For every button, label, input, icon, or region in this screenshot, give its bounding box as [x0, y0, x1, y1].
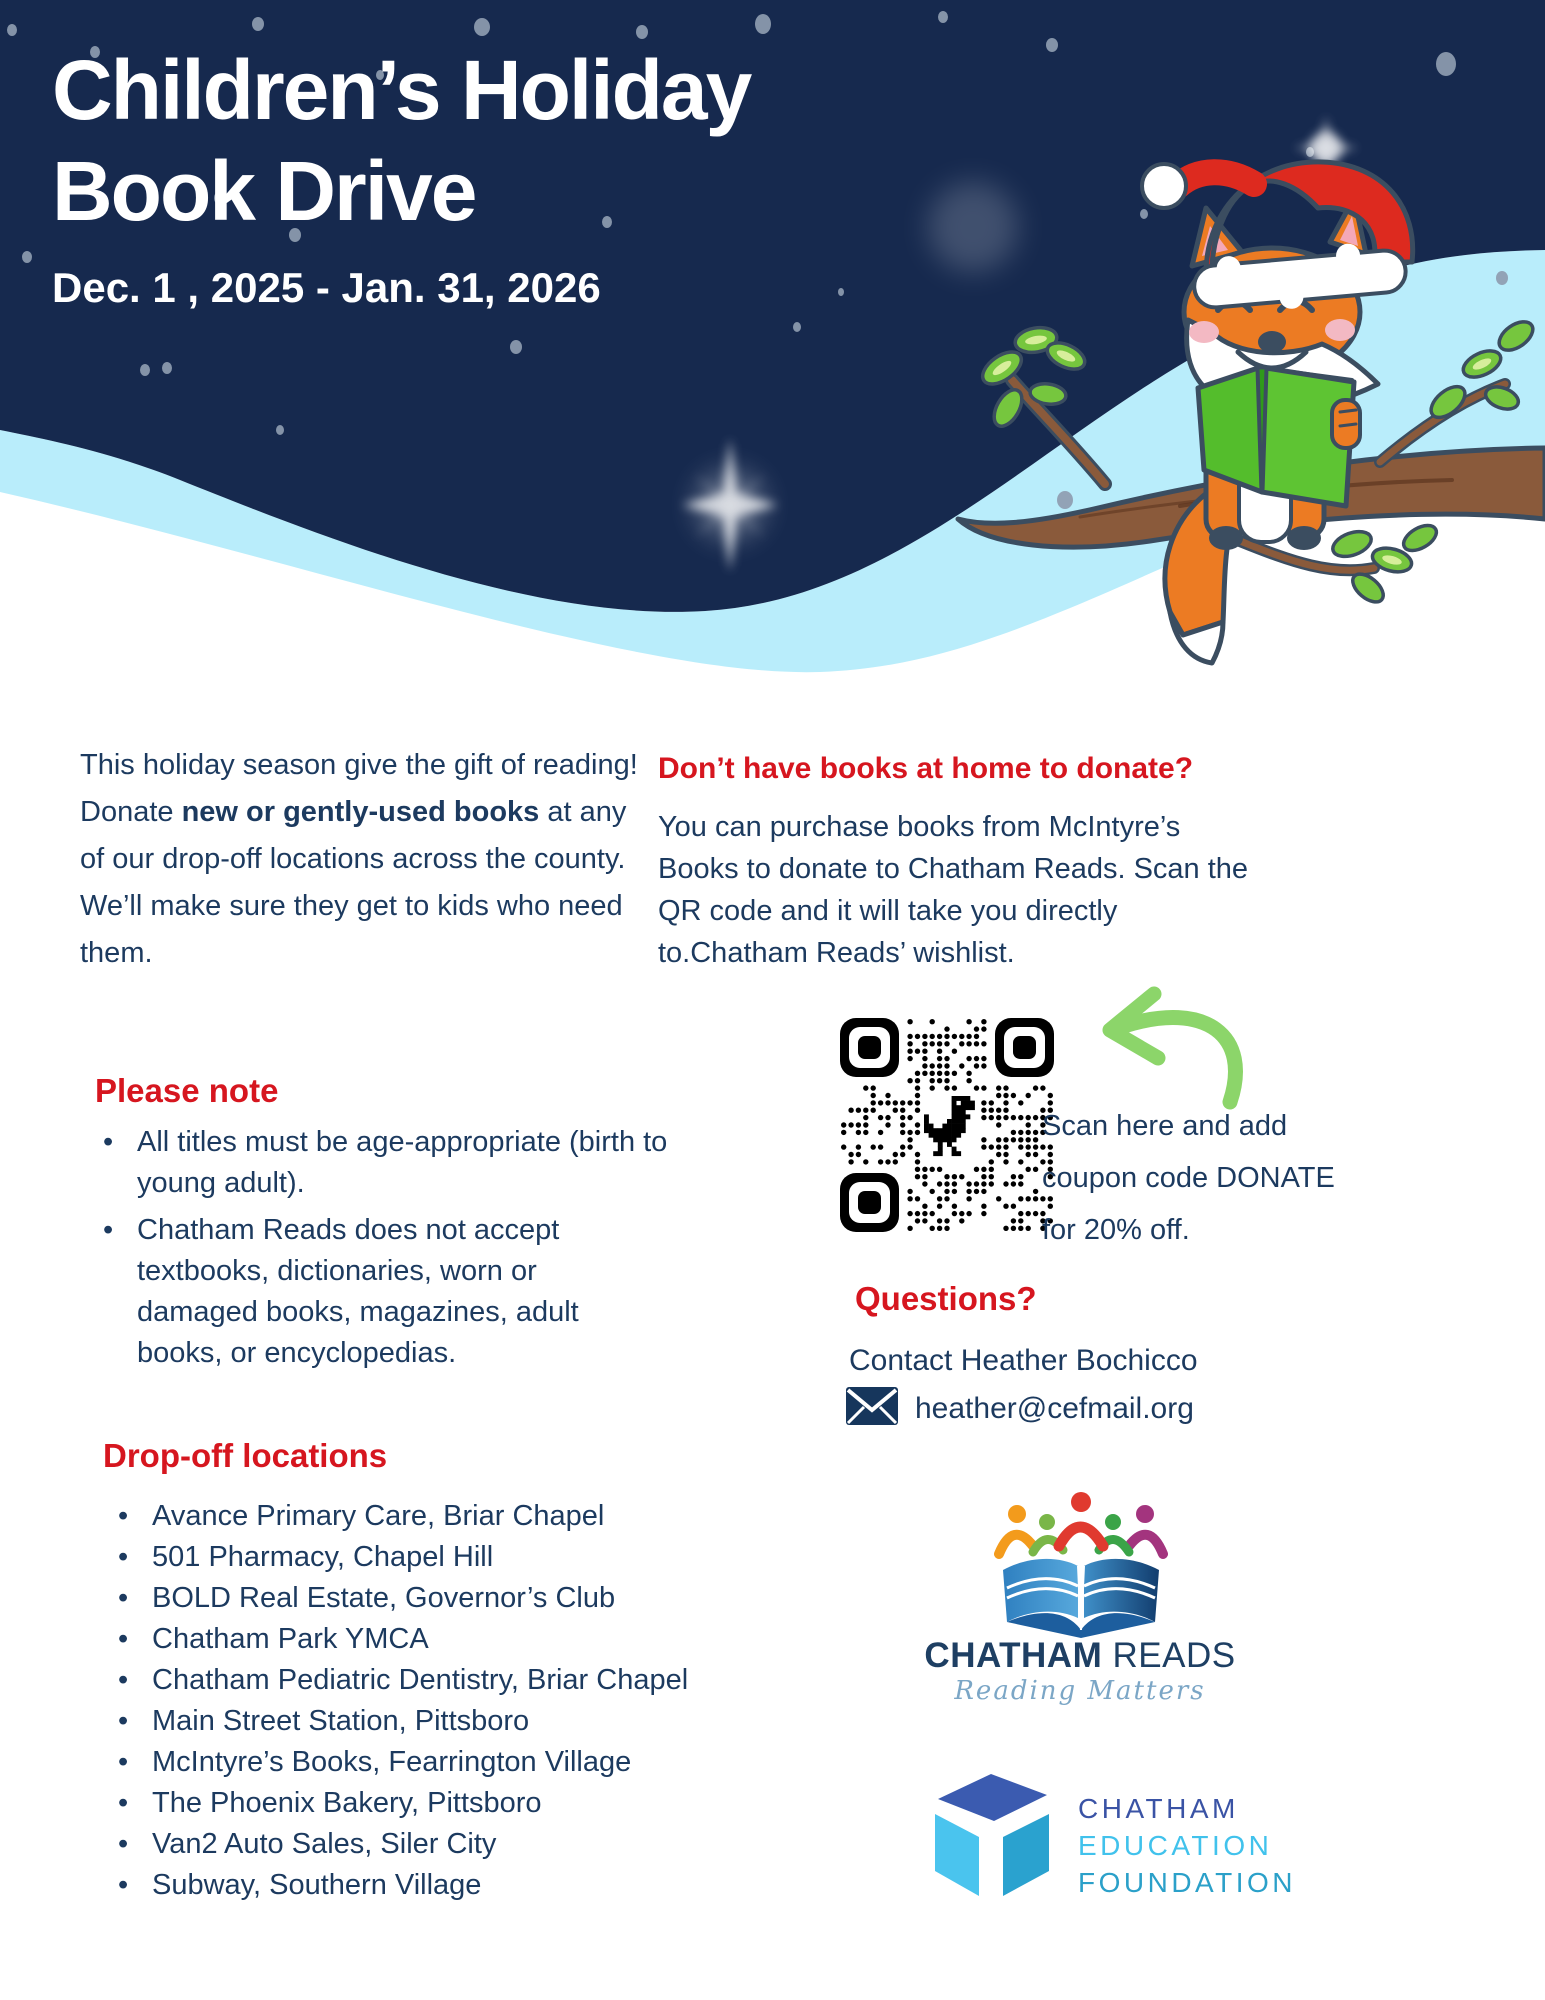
page-title-line2: Book Drive — [52, 143, 476, 238]
date-range: Dec. 1 , 2025 - Jan. 31, 2026 — [52, 263, 601, 311]
list-item: • Chatham Park YMCA — [110, 1619, 750, 1660]
please-note-list — [95, 1122, 743, 1374]
list-item: • Van2 Auto Sales, Siler City — [110, 1824, 750, 1865]
list-item: • The Phoenix Bakery, Pittsboro — [110, 1783, 750, 1824]
cef-logo-icon — [925, 1772, 1057, 1919]
glow — [928, 182, 1018, 272]
intro-pre: This holiday season give the gift of reading! Donate — [80, 749, 638, 828]
list-item: • Avance Primary Care, Briar Chapel — [110, 1496, 750, 1537]
list-item: • Chatham Reads does not accept textbooks, dictionaries, worn or damaged books, magazines, adult books, or encyclopedias. — [95, 1210, 615, 1374]
donate-paragraph: You can purchase books from McIntyre’s Books to donate to Chatham Reads. Scan the QR code and it will take you directly to.Chatham Reads’ wishlist. — [658, 811, 1249, 969]
list-item: • McIntyre’s Books, Fearrington Village — [110, 1742, 750, 1783]
cef-line2: EDUCATION — [1078, 1830, 1273, 1861]
qr-code-graphic — [840, 1018, 1054, 1232]
list-item: • Main Street Station, Pittsboro — [110, 1701, 750, 1742]
page-title-line1: Children’s Holiday — [52, 43, 751, 137]
contact-line: Contact Heather Bochicco — [849, 1344, 1198, 1377]
envelope-icon — [845, 1386, 899, 1431]
list-item: • Chatham Pediatric Dentistry, Briar Chapel — [110, 1660, 750, 1701]
chatham-reads-tagline: Reading Matters — [954, 1676, 1206, 1706]
questions-heading: Questions? — [855, 1280, 1037, 1317]
email-row — [845, 1386, 1194, 1431]
drop-off-heading: Drop-off locations — [103, 1437, 388, 1474]
chatham-reads-wordmark — [860, 1636, 1300, 1676]
cef-wordmark — [1078, 1790, 1296, 1901]
list-item: • 501 Pharmacy, Chapel Hill — [110, 1537, 750, 1578]
list-item: • All titles must be age-appropriate (birth to young adult). — [95, 1122, 743, 1204]
scan-instructions: Scan here and add coupon code DONATE for 20% off. — [1042, 1110, 1335, 1246]
chatham-reads-logo-icon — [985, 1490, 1175, 1645]
chatham-reads-name-bold: CHATHAM — [924, 1636, 1103, 1675]
chatham-reads-name-light: READS — [1102, 1636, 1236, 1675]
list-item: • BOLD Real Estate, Governor’s Club — [110, 1578, 750, 1619]
intro-post: at any of our drop-off locations across the county. We’ll make sure they get to kids who need them. — [80, 796, 627, 969]
email-address: heather@cefmail.org — [915, 1391, 1194, 1425]
drop-off-list — [110, 1496, 750, 1906]
title-block — [52, 40, 750, 312]
please-note-heading: Please note — [95, 1072, 279, 1109]
qr-code — [840, 1018, 1054, 1237]
cef-line1: CHATHAM — [1078, 1793, 1239, 1824]
list-item: • Subway, Southern Village — [110, 1865, 750, 1906]
intro-paragraph — [80, 742, 655, 977]
cef-line3: FOUNDATION — [1078, 1867, 1297, 1898]
intro-bold: new or gently-used books — [181, 796, 540, 828]
donate-heading: Don’t have books at home to donate? — [658, 752, 1194, 785]
